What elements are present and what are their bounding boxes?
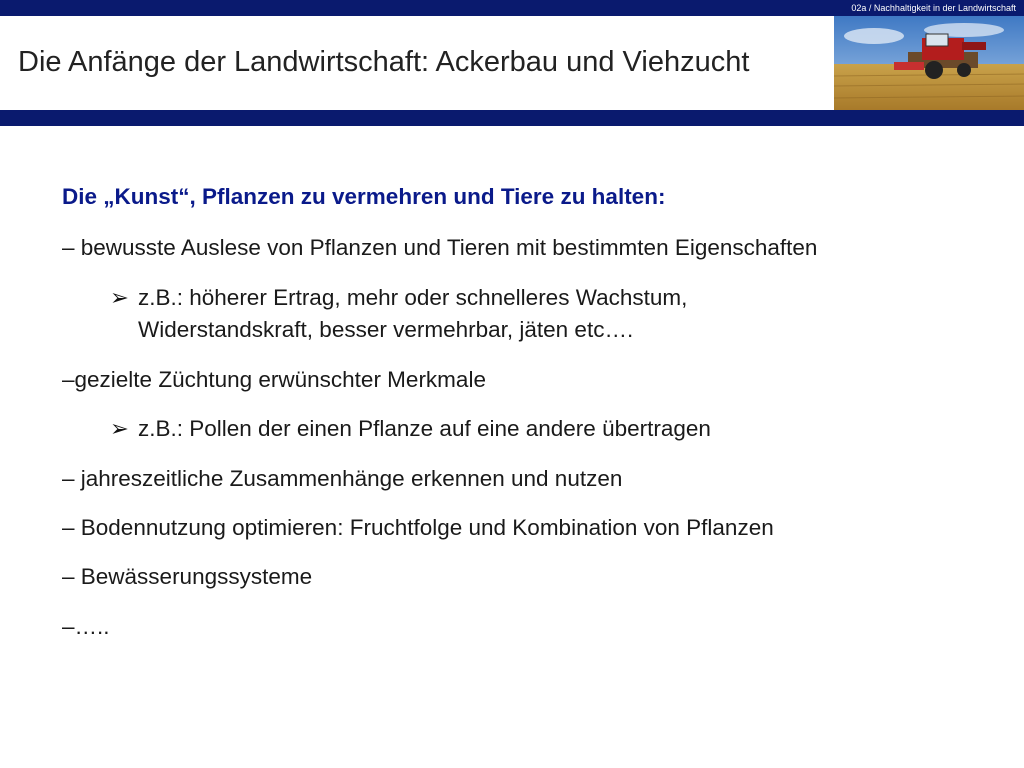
section-label: 02a / Nachhaltigkeit in der Landwirtschaft — [851, 3, 1016, 13]
list-item-text: ….. — [74, 614, 110, 639]
list-item-text: jahreszeitliche Zusammenhänge erkennen und nutzen — [74, 466, 623, 491]
dash-marker: – — [62, 515, 75, 540]
sub-list-item — [110, 414, 711, 444]
list-item — [62, 513, 774, 543]
sub-list-item — [110, 283, 687, 313]
list-item — [62, 365, 486, 395]
list-item-text: z.B.: Pollen der einen Pflanze auf eine andere übertragen — [138, 416, 711, 441]
list-item-text: Bodennutzung optimieren: Fruchtfolge und Kombination von Pflanzen — [74, 515, 774, 540]
list-item — [62, 233, 817, 263]
dash-marker: – — [62, 564, 75, 589]
sub-list-item-continuation: Widerstandskraft, besser vermehrbar, jäten etc…. — [138, 317, 634, 342]
slide-title: Die Anfänge der Landwirtschaft: Ackerbau und Viehzucht — [18, 46, 750, 78]
dash-marker: – — [62, 235, 75, 260]
arrow-bullet-icon: ➢ — [110, 416, 129, 441]
arrow-bullet-icon: ➢ — [110, 285, 129, 310]
list-item-text: gezielte Züchtung erwünschter Merkmale — [74, 367, 486, 392]
list-item — [62, 562, 312, 592]
list-item-text: Bewässerungssysteme — [74, 564, 313, 589]
list-item — [62, 612, 110, 642]
content-heading: Die „Kunst“, Pflanzen zu vermehren und Tiere zu halten: — [62, 184, 666, 209]
dash-marker: – — [62, 614, 75, 639]
list-item — [62, 464, 622, 494]
dash-marker: – — [62, 367, 75, 392]
dash-marker: – — [62, 466, 75, 491]
list-item-text: bewusste Auslese von Pflanzen und Tieren mit bestimmten Eigenschaften — [74, 235, 818, 260]
list-item-text: z.B.: höherer Ertrag, mehr oder schnelleres Wachstum, — [138, 285, 688, 310]
